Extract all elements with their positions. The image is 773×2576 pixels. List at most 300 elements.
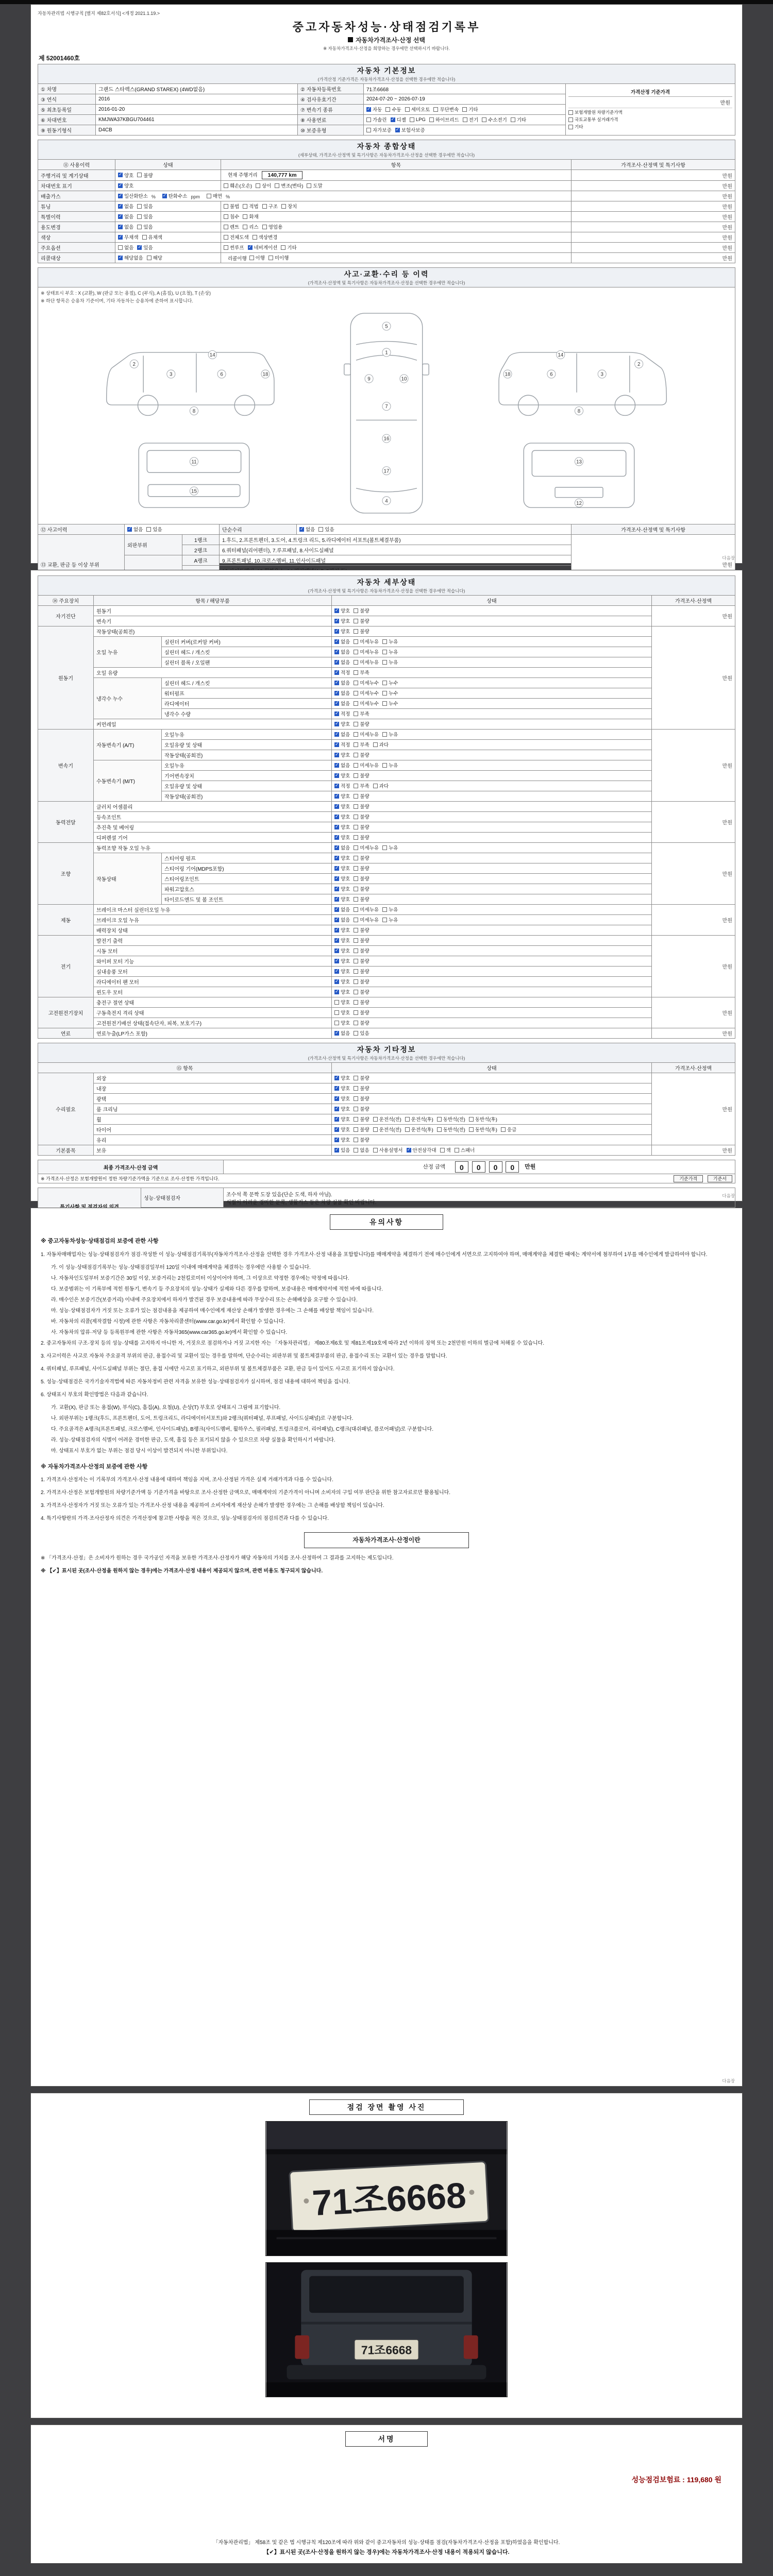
checkbox-없음[interactable] <box>334 700 350 707</box>
item-label: 스티어링 펌프 <box>162 853 332 863</box>
checkbox-기타[interactable] <box>511 116 526 123</box>
checkbox-있음[interactable] <box>137 202 153 210</box>
checkbox-box-icon <box>469 1127 474 1132</box>
checkbox-미세누유[interactable] <box>354 844 379 851</box>
checkbox-LPG[interactable] <box>410 117 426 123</box>
checkbox-불량[interactable] <box>354 607 369 614</box>
checkbox-누수[interactable] <box>382 689 398 697</box>
checkbox-미세누유[interactable] <box>354 906 379 913</box>
checkbox-양호[interactable] <box>334 607 350 614</box>
item-state <box>332 750 652 760</box>
checkbox-미세누유[interactable] <box>354 658 379 666</box>
checkbox-없음[interactable] <box>118 223 133 230</box>
checkbox-label: 도말 <box>313 183 323 190</box>
checkbox-양호[interactable] <box>334 926 350 934</box>
checkbox-적정[interactable] <box>334 782 350 789</box>
checkbox-보험사보증[interactable] <box>395 126 425 133</box>
emission-unit: % <box>226 194 230 199</box>
item-label: 기어변속장치 <box>162 771 332 781</box>
checkbox-양호[interactable] <box>334 947 350 954</box>
checkbox-box-icon <box>334 1000 339 1005</box>
checkbox-누유[interactable] <box>382 731 398 738</box>
price-survey-select[interactable]: 자동차가격조사·산정 선택 <box>38 36 735 44</box>
checkbox-label: 없음 <box>341 918 350 924</box>
item-state <box>332 626 652 637</box>
checkbox-label: 불량 <box>360 990 369 996</box>
checkbox-box-icon <box>366 117 371 122</box>
checkbox-전체도색[interactable] <box>224 233 249 241</box>
checkbox-label: 불량 <box>360 1010 369 1016</box>
checkbox-전기[interactable] <box>463 116 478 123</box>
checkbox-label: 없음 <box>341 732 350 738</box>
checkbox-없음[interactable] <box>299 526 315 533</box>
inspector-label: 성능·상태점검자 <box>141 1188 224 1208</box>
checkbox-미세누유[interactable] <box>354 648 379 655</box>
checkbox-불량[interactable] <box>354 875 369 882</box>
checkbox-불량[interactable] <box>354 1136 369 1143</box>
checkbox-box-icon <box>469 1117 474 1122</box>
checkbox-양호[interactable] <box>334 720 350 727</box>
item-state <box>332 967 652 977</box>
checkbox-기타[interactable] <box>568 124 732 130</box>
checkbox-box-icon <box>281 204 286 209</box>
checkbox-미세누수[interactable] <box>354 679 379 686</box>
checkbox-있음[interactable] <box>334 1146 350 1154</box>
checkbox-없음[interactable] <box>334 1029 350 1037</box>
detail-row <box>38 1114 735 1125</box>
checkbox-box-icon <box>334 856 339 860</box>
checkbox-기타[interactable] <box>281 244 296 251</box>
checkbox-적법[interactable] <box>243 202 258 210</box>
checkbox-누유[interactable] <box>382 648 398 655</box>
checkbox-label: 불량 <box>360 1000 369 1006</box>
checkbox-label: 미세누유 <box>360 763 379 769</box>
checkbox-양호[interactable] <box>334 998 350 1006</box>
item-state <box>332 936 652 946</box>
checkbox-불량[interactable] <box>354 926 369 934</box>
checkbox-label: 불량 <box>360 629 369 635</box>
checkbox-양호[interactable] <box>118 182 133 189</box>
checkbox-불량[interactable] <box>354 865 369 872</box>
checkbox-양호[interactable] <box>334 1136 350 1143</box>
price-cell: 만원 <box>572 201 735 212</box>
checkbox-없음[interactable] <box>334 658 350 666</box>
checkbox-유채색[interactable] <box>142 233 163 241</box>
checkbox-없음[interactable] <box>334 731 350 738</box>
checkbox-label: 적정 <box>341 784 350 790</box>
checkbox-불량[interactable] <box>354 720 369 727</box>
notice-line: 다. 주요골격은 A랭크(프론트패널, 크로스멤버, 인사이드패널), B랭크(사이드멤버, 휠하우스, 필러패널, 트렁크플로어, 리어패널), C랭크(대쉬패널, 플로어패널)로 구분합니다. <box>51 1426 434 1432</box>
checkbox-불량[interactable] <box>354 895 369 903</box>
item-label: 라디에이터 팬 모터 <box>94 977 332 987</box>
checkbox-기타[interactable] <box>462 106 478 113</box>
checkbox-불량[interactable] <box>354 854 369 861</box>
checkbox-불량[interactable] <box>354 1095 369 1102</box>
checkbox-부족[interactable] <box>354 669 369 676</box>
checkbox-box-icon <box>334 670 339 675</box>
next-page-link[interactable]: 다음장 <box>722 1193 735 1198</box>
checkbox-label: 미세누수 <box>360 701 379 707</box>
checkbox-무채색[interactable] <box>118 233 139 241</box>
checkbox-동반석(후)[interactable] <box>469 1126 497 1133</box>
checkbox-매연[interactable] <box>207 192 222 199</box>
fuel-label: ⑧ 사용연료 <box>298 115 364 125</box>
checkbox-미세누수[interactable] <box>354 689 379 697</box>
checkbox-사용설명서[interactable] <box>373 1146 403 1154</box>
checkbox-없음[interactable] <box>334 689 350 697</box>
notice-line: ※ 자동차가격조사·산정의 보증에 관한 사항 <box>41 1463 148 1470</box>
checkbox-label: 양호 <box>341 897 350 903</box>
checkbox-label: 잭 <box>446 1148 451 1154</box>
checkbox-양호[interactable] <box>118 172 133 179</box>
checkbox-label: 무단변속 <box>440 107 459 113</box>
checkbox-누유[interactable] <box>382 844 398 851</box>
checkbox-양호[interactable] <box>334 834 350 841</box>
checkbox-불법[interactable] <box>224 202 239 210</box>
checkbox-불량[interactable] <box>354 978 369 985</box>
checkbox-양호[interactable] <box>334 865 350 872</box>
device-label: 수리필요 <box>38 1073 94 1145</box>
checkbox-미세누유[interactable] <box>354 731 379 738</box>
checkbox-box-icon <box>334 1021 339 1025</box>
checkbox-수소전기[interactable] <box>482 116 507 123</box>
checkbox-있음[interactable] <box>354 1029 369 1037</box>
checkbox-label: 불량 <box>360 948 369 955</box>
checkbox-box-icon <box>354 1000 358 1005</box>
price-digit-box[interactable]: 0 <box>489 1161 502 1173</box>
checkbox-불량[interactable] <box>354 628 369 635</box>
checkbox-있음[interactable] <box>146 526 162 533</box>
checkbox-양호[interactable] <box>334 628 350 635</box>
checkbox-불량[interactable] <box>354 998 369 1006</box>
checkbox-누유[interactable] <box>382 761 398 769</box>
checkbox-없음[interactable] <box>334 844 350 851</box>
checkbox-없음[interactable] <box>118 213 133 220</box>
checkbox-없음[interactable] <box>334 679 350 686</box>
checkbox-양호[interactable] <box>334 988 350 995</box>
checkbox-과다[interactable] <box>373 741 389 748</box>
checkbox-하이브리드[interactable] <box>429 116 459 123</box>
checkbox-box-icon <box>275 183 279 188</box>
checkbox-있음[interactable] <box>137 213 153 220</box>
checkbox-불량[interactable] <box>354 1084 369 1092</box>
checkbox-양호[interactable] <box>334 792 350 800</box>
checkbox-양호[interactable] <box>334 1074 350 1081</box>
checkbox-양호[interactable] <box>334 1095 350 1102</box>
checkbox-썬루프[interactable] <box>224 244 244 251</box>
inspector-comment: 조수석 쪽 문짝 도장 있음(단순 도색, 하자 아님). 식별이 어려운 경미한 문콕, 생활기스 등은 차량 실물 확인 바랍니다. <box>224 1188 735 1208</box>
checkbox-운전석(전)[interactable] <box>373 1115 401 1123</box>
checkbox-불량[interactable] <box>354 813 369 820</box>
checkbox-label: 양호 <box>341 1127 350 1133</box>
checkbox-있음[interactable] <box>137 244 153 251</box>
checkbox-box-icon <box>224 235 228 240</box>
checkbox-불량[interactable] <box>354 885 369 892</box>
checkbox-불량[interactable] <box>354 1105 369 1112</box>
checkbox-label: 양호 <box>341 1096 350 1103</box>
checkbox-양호[interactable] <box>334 1126 350 1133</box>
checkbox-잭[interactable] <box>440 1146 451 1154</box>
checkbox-불량[interactable] <box>354 792 369 800</box>
checkbox-침수[interactable] <box>224 213 239 220</box>
checkbox-네비게이션[interactable] <box>248 244 278 251</box>
checkbox-누수[interactable] <box>382 700 398 707</box>
checkbox-box-icon <box>407 1148 411 1153</box>
checkbox-label: 불량 <box>143 173 153 179</box>
checkbox-양호[interactable] <box>334 751 350 758</box>
checkbox-box-icon <box>262 225 267 229</box>
checkbox-불량[interactable] <box>354 968 369 975</box>
price-cell: 만원 <box>651 843 735 905</box>
checkbox-label: 양호 <box>341 722 350 728</box>
checkbox-부족[interactable] <box>354 710 369 717</box>
checkbox-동반석(전)[interactable] <box>437 1115 465 1123</box>
checkbox-box-icon <box>373 1148 378 1153</box>
checkbox-양호[interactable] <box>334 895 350 903</box>
checkbox-양호[interactable] <box>334 937 350 944</box>
item-label: 실내송풍 모터 <box>94 967 332 977</box>
checkbox-양호[interactable] <box>334 968 350 975</box>
checkbox-box-icon <box>127 527 132 532</box>
document-title: 중고자동차성능·상태점검기록부 <box>292 21 481 33</box>
checkbox-불량[interactable] <box>354 1074 369 1081</box>
next-page-link[interactable]: 다음장 <box>722 555 735 561</box>
checkbox-양호[interactable] <box>334 1105 350 1112</box>
checkbox-양호[interactable] <box>334 885 350 892</box>
checkbox-불량[interactable] <box>137 172 153 179</box>
checkbox-box-icon <box>354 948 358 953</box>
checkbox-box-icon <box>118 173 123 177</box>
checkbox-양호[interactable] <box>334 803 350 810</box>
checkbox-적정[interactable] <box>334 669 350 676</box>
checkbox-box-icon <box>137 204 142 209</box>
checkbox-스패너[interactable] <box>455 1146 475 1154</box>
checkbox-렌트[interactable] <box>224 223 239 230</box>
checkbox-부족[interactable] <box>354 741 369 748</box>
checkbox-도말[interactable] <box>307 182 322 189</box>
checkbox-동반석(전)[interactable] <box>437 1126 465 1133</box>
checkbox-box-icon <box>437 1117 442 1122</box>
item-label: 룸 크리닝 <box>94 1104 332 1114</box>
checkbox-화재[interactable] <box>243 213 258 220</box>
checkbox-자동[interactable] <box>366 106 382 113</box>
checkbox-부족[interactable] <box>354 782 369 789</box>
checkbox-불량[interactable] <box>354 834 369 841</box>
checkbox-적정[interactable] <box>334 710 350 717</box>
checkbox-없음[interactable] <box>334 761 350 769</box>
checkbox-label: 없음 <box>124 245 134 251</box>
checkbox-디젤[interactable] <box>391 116 406 123</box>
checkbox-해당[interactable] <box>147 254 162 261</box>
item-label: 변속기 <box>94 616 332 626</box>
checkbox-해당없음[interactable] <box>118 254 143 261</box>
checkbox-양호[interactable] <box>334 772 350 779</box>
detail-row <box>38 925 735 936</box>
checkbox-없음[interactable] <box>334 916 350 923</box>
signature-check-note: 【✔】표시된 곳(조사·산정을 원하지 않는 경우)에는 자동차가격조사·산정 내용이 적용되지 않습니다. <box>263 2549 510 2555</box>
checkbox-미세누유[interactable] <box>354 761 379 769</box>
checkbox-없음[interactable] <box>354 1146 369 1154</box>
checkbox-없음[interactable] <box>118 244 133 251</box>
basic-section-note: (가격산정 기준가격은 자동차가격조사·산정을 선택한 경우에만 적습니다) <box>317 77 456 82</box>
checkbox-양호[interactable] <box>334 823 350 831</box>
checkbox-box-icon <box>354 1107 358 1111</box>
checkbox-box-icon <box>118 235 123 240</box>
svg-text:15: 15 <box>191 488 197 495</box>
checkbox-과다[interactable] <box>373 782 389 789</box>
checkbox-국토교통부 실거래가격[interactable] <box>568 116 732 123</box>
checkbox-불량[interactable] <box>354 937 369 944</box>
checkbox-양호[interactable] <box>334 854 350 861</box>
checkbox-있음[interactable] <box>318 526 334 533</box>
checkbox-box-icon <box>433 107 438 112</box>
checkbox-불량[interactable] <box>354 1115 369 1123</box>
checkbox-훼손(오손)[interactable] <box>224 182 252 189</box>
checkbox-누유[interactable] <box>382 916 398 923</box>
device-label: 변속기 <box>38 730 94 802</box>
checkbox-box-icon <box>118 245 123 250</box>
price-digit-box[interactable]: 0 <box>506 1161 519 1173</box>
checkbox-세미오토[interactable] <box>405 106 430 113</box>
checkbox-불량[interactable] <box>354 751 369 758</box>
checkbox-무단변속[interactable] <box>433 106 459 113</box>
checkbox-미세누수[interactable] <box>354 700 379 707</box>
checkbox-가솔린[interactable] <box>366 116 387 123</box>
checkbox-누유[interactable] <box>382 638 398 645</box>
checkbox-불량[interactable] <box>354 957 369 964</box>
checkbox-일산화탄소[interactable] <box>118 192 148 199</box>
checkbox-리스[interactable] <box>243 223 258 230</box>
checkbox-누유[interactable] <box>382 906 398 913</box>
checkbox-운전석(후)[interactable] <box>405 1115 433 1123</box>
checkbox-있음[interactable] <box>137 223 153 230</box>
checkbox-box-icon <box>382 660 387 665</box>
detail-row <box>38 946 735 956</box>
inspection-period-value: 2024-07-20 ~ 2026-07-19 <box>364 94 566 105</box>
price-digit-box[interactable]: 0 <box>455 1161 468 1173</box>
detail-row <box>38 967 735 977</box>
checkbox-이행[interactable] <box>249 254 265 261</box>
warranty-type-options <box>364 125 566 135</box>
checkbox-없음[interactable] <box>334 648 350 655</box>
page-4 <box>30 2093 743 2418</box>
checkbox-영업용[interactable] <box>262 223 283 230</box>
checkbox-label: 불량 <box>360 619 369 625</box>
checkbox-없음[interactable] <box>127 526 143 533</box>
checkbox-색상변경[interactable] <box>253 233 278 241</box>
checkbox-양호[interactable] <box>334 1009 350 1016</box>
svg-text:13: 13 <box>576 459 582 465</box>
diagram-legend-1: ※ 상태표시 부호 : X (교환), W (판금 또는 용접), C (부식), A (흠집), U (요철), T (손상) <box>41 291 211 296</box>
checkbox-응급[interactable] <box>501 1126 516 1133</box>
checkbox-label: 전체도색 <box>230 235 249 241</box>
checkbox-불량[interactable] <box>354 947 369 954</box>
checkbox-양호[interactable] <box>334 1019 350 1026</box>
checkbox-양호[interactable] <box>334 617 350 624</box>
checkbox-양호[interactable] <box>334 1084 350 1092</box>
checkbox-구조[interactable] <box>262 202 278 210</box>
item-label: 보유 <box>94 1145 332 1156</box>
checkbox-탄화수소[interactable] <box>162 192 188 199</box>
checkbox-동반석(후)[interactable] <box>469 1115 497 1123</box>
checkbox-상이[interactable] <box>256 182 271 189</box>
checkbox-운전석(전)[interactable] <box>373 1126 401 1133</box>
checkbox-box-icon <box>334 619 339 623</box>
mileage-box[interactable]: 140,777 km <box>262 171 302 179</box>
item-label: 오일 유량 <box>94 668 332 678</box>
checkbox-누수[interactable] <box>382 679 398 686</box>
svg-text:7: 7 <box>385 404 388 410</box>
checkbox-label: 없음 <box>341 650 350 656</box>
checkbox-label: 양호 <box>341 969 350 975</box>
checkbox-없음[interactable] <box>334 906 350 913</box>
rankA-label: A랭크 <box>182 555 220 566</box>
detail-row <box>38 606 735 616</box>
checkbox-미세누유[interactable] <box>354 916 379 923</box>
checkbox-없음[interactable] <box>118 202 133 210</box>
checkbox-수동[interactable] <box>385 106 401 113</box>
checkbox-불량[interactable] <box>354 1019 369 1026</box>
checkbox-누유[interactable] <box>382 658 398 666</box>
checkbox-양호[interactable] <box>334 875 350 882</box>
checkbox-label: 누유 <box>389 639 398 646</box>
checkbox-양호[interactable] <box>334 1115 350 1123</box>
checkbox-label: 있음 <box>360 1031 369 1037</box>
checkbox-불량[interactable] <box>354 1009 369 1016</box>
checkbox-없음[interactable] <box>334 638 350 645</box>
checkbox-양호[interactable] <box>334 813 350 820</box>
checkbox-불량[interactable] <box>354 1126 369 1133</box>
checkbox-변조(변타)[interactable] <box>275 182 303 189</box>
svg-text:11: 11 <box>191 459 197 465</box>
final-price-table <box>38 1160 735 1183</box>
signature-title: 서명 <box>345 2431 428 2447</box>
model-year-value: 2016 <box>96 94 298 105</box>
checkbox-불량[interactable] <box>354 823 369 831</box>
checkbox-label: 없음 <box>341 639 350 646</box>
emission-unit: ppm <box>191 194 200 199</box>
price-digit-box[interactable]: 0 <box>472 1161 485 1173</box>
reg-number-value: 71조6668 <box>364 84 566 94</box>
checkbox-box-icon <box>373 1127 378 1132</box>
checkbox-장치[interactable] <box>281 202 297 210</box>
checkbox-자가보증[interactable] <box>366 126 392 133</box>
checkbox-안전삼각대[interactable] <box>407 1146 436 1154</box>
checkbox-미세누유[interactable] <box>354 638 379 645</box>
checkbox-보험개발원 차량기준가액[interactable] <box>568 109 732 115</box>
checkbox-label: 불량 <box>360 753 369 759</box>
item-label: 오일유량 및 상태 <box>162 740 332 750</box>
checkbox-label: 양호 <box>341 1076 350 1082</box>
checkbox-label: LPG <box>415 116 426 123</box>
checkbox-box-icon <box>373 784 378 788</box>
checkbox-불량[interactable] <box>354 772 369 779</box>
document-number: 제 52001460호 <box>39 55 80 62</box>
item-label: 구동축전지 격리 상태 <box>94 1008 332 1018</box>
detail-row <box>38 730 735 740</box>
checkbox-불량[interactable] <box>354 617 369 624</box>
checkbox-box-icon <box>137 214 142 219</box>
next-page-link[interactable]: 다음장 <box>722 2078 735 2083</box>
checkbox-적정[interactable] <box>334 741 350 748</box>
checkbox-양호[interactable] <box>334 978 350 985</box>
checkbox-양호[interactable] <box>334 957 350 964</box>
checkbox-불량[interactable] <box>354 988 369 995</box>
checkbox-운전석(후)[interactable] <box>405 1126 433 1133</box>
price-cell: 만원 <box>651 730 735 802</box>
checkbox-미이행[interactable] <box>268 254 289 261</box>
checkbox-불량[interactable] <box>354 803 369 810</box>
